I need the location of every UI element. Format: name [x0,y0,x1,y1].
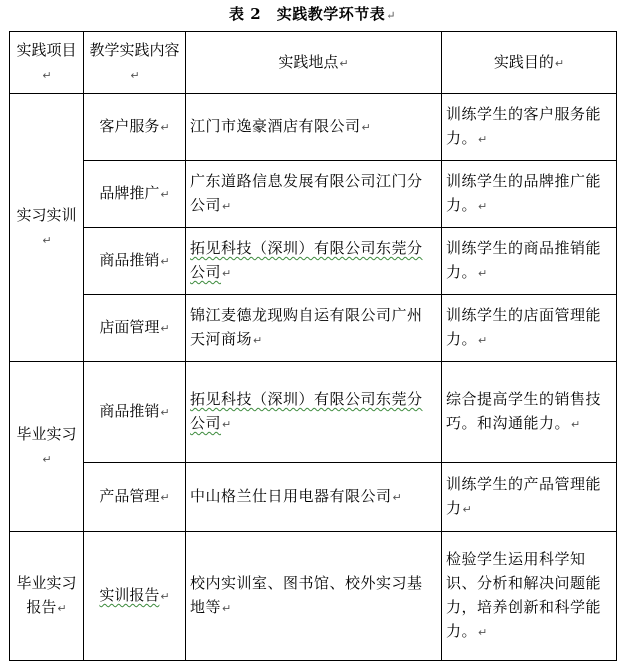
table-row [10,362,617,463]
table-row [10,228,617,295]
table-row [10,94,617,161]
purpose-cell: 训练学生的客户服务能力。↵ [442,94,617,161]
place-cell: 江门市逸豪酒店有限公司↵ [186,94,442,161]
place-cell: 中山格兰仕日用电器有限公司↵ [186,463,442,532]
content-cell: 品牌推广↵ [84,161,186,228]
header-purpose: 实践目的↵ [442,32,617,94]
content-cell: 产品管理↵ [84,463,186,532]
header-content: 教学实践内容↵ [84,32,186,94]
purpose-cell: 训练学生的品牌推广能力。↵ [442,161,617,228]
table-row [10,463,617,532]
table-row [10,295,617,362]
content-cell: 商品推销↵ [84,362,186,463]
place-cell: 拓见科技（深圳）有限公司东莞分公司↵ [186,228,442,295]
practice-teaching-table [9,31,617,661]
table-caption: 表 2 实践教学环节表↵ [229,5,396,23]
purpose-cell: 训练学生的产品管理能力↵ [442,463,617,532]
project-cell: 毕业实习↵ [10,362,84,532]
header-row [10,32,617,94]
content-cell: 客户服务↵ [84,94,186,161]
purpose-cell: 训练学生的商品推销能力。↵ [442,228,617,295]
purpose-cell: 检验学生运用科学知识、分析和解决问题能力，培养创新和科学能力。↵ [442,532,617,661]
table-row [10,532,617,661]
header-place: 实践地点↵ [186,32,442,94]
purpose-cell: 综合提高学生的销售技巧。和沟通能力。↵ [442,362,617,463]
place-cell: 锦江麦德龙现购自运有限公司广州天河商场↵ [186,295,442,362]
place-cell: 校内实训室、图书馆、校外实习基地等↵ [186,532,442,661]
project-cell: 实习实训↵ [10,94,84,362]
table-row [10,161,617,228]
place-cell: 拓见科技（深圳）有限公司东莞分公司↵ [186,362,442,463]
content-cell: 店面管理↵ [84,295,186,362]
project-cell: 毕业实习报告↵ [10,532,84,661]
purpose-cell: 训练学生的店面管理能力。↵ [442,295,617,362]
content-cell: 实训报告↵ [84,532,186,661]
place-cell: 广东道路信息发展有限公司江门分公司↵ [186,161,442,228]
header-project: 实践项目↵ [10,32,84,94]
content-cell: 商品推销↵ [84,228,186,295]
